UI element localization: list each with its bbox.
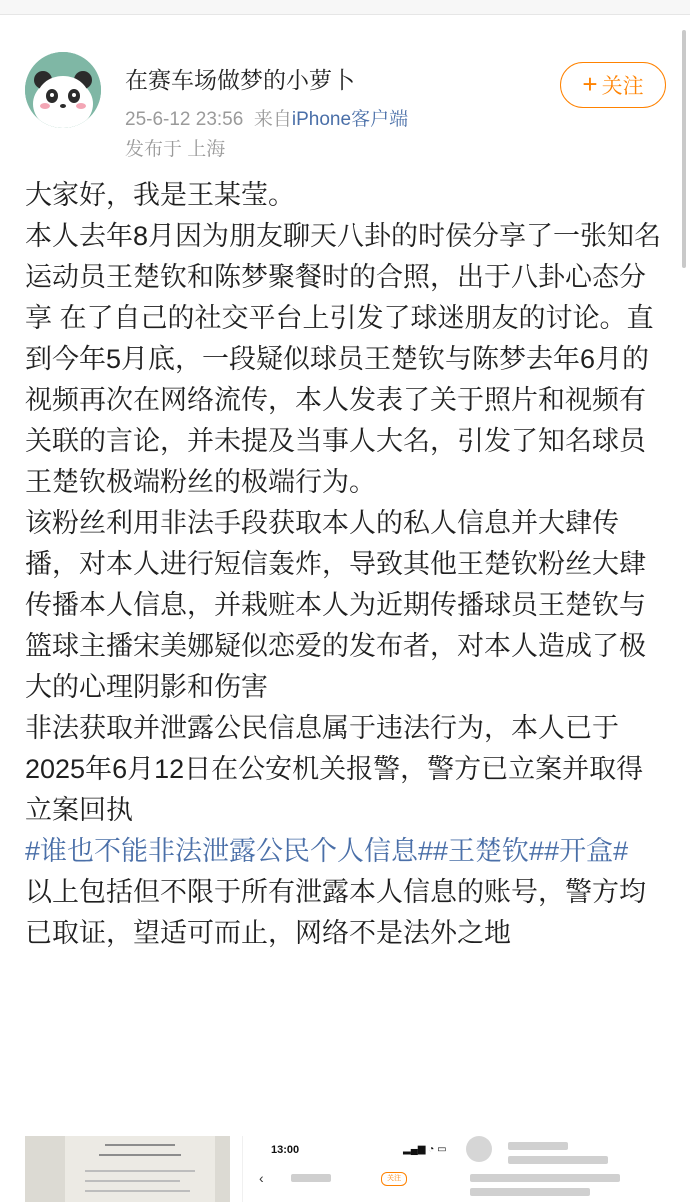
blurred-username [291, 1174, 331, 1182]
phone-signal-icon: ▂▄▆ ◔ ▭ [403, 1144, 447, 1155]
post-content [25, 175, 665, 954]
post-meta [125, 104, 408, 131]
back-arrow-icon: ‹ [259, 1170, 264, 1186]
thumbnail-blurred-post[interactable] [460, 1136, 665, 1202]
document-photo [65, 1136, 215, 1202]
post-paragraph-greeting: 大家好，我是王某莹。 [25, 180, 295, 210]
post-paragraph-background: 本人去年8月因为朋友聊天八卦的时侯分享了一张知名运动员王楚钦和陈梦聚餐时的合照，出于八卦心态分享 在了自己的社交平台上引发了球迷朋友的讨论。直到今年5月底，一段疑似球员王楚钦与陈梦去年6月的视频再次在网络流传，本人发表了关于照片和视频有关联的言论，并未提及当事人大名，引发了知名球员王楚钦极端粉丝的极端行为。 [25, 221, 662, 497]
phone-follow-button: 关注 [381, 1172, 407, 1186]
post-paragraph-police-report: 非法获取并泄露公民信息属于违法行为，本人已于2025年6月12日在公安机关报警，警方已立案并取得立案回执 [25, 713, 644, 825]
avatar[interactable] [25, 52, 101, 128]
post-timestamp: 25-6-12 23:56 [125, 109, 244, 130]
scrollbar[interactable] [682, 30, 686, 268]
panda-avatar-icon [25, 52, 101, 128]
post-paragraph-harassment: 该粉丝利用非法手段获取本人的私人信息并大肆传播，对本人进行短信轰炸，导致其他王楚钦粉丝大肆传播本人信息，并栽赃本人为近期传播球员王楚钦与篮球主播宋美娜疑似恋爱的发布者，对本人造成了极大的心理阴影和伤害 [25, 508, 646, 702]
image-thumbnails [25, 1136, 665, 1202]
phone-time: 13:00 [271, 1144, 300, 1156]
top-status-strip [0, 0, 690, 15]
plus-icon: + [582, 69, 598, 99]
post-paragraph-closing: 以上包括但不限于所有泄露本人信息的账号，警方均已取证，望适可而止，网络不是法外之地 [25, 877, 646, 948]
follow-label: 关注 [601, 75, 644, 98]
source-prefix: 来自 [253, 109, 292, 130]
post-hashtags[interactable]: #谁也不能非法泄露公民个人信息##王楚钦##开盒# [25, 836, 629, 866]
blurred-avatar [466, 1136, 492, 1162]
post-location: 发布于 上海 [125, 139, 226, 160]
post-source[interactable]: iPhone客户端 [291, 109, 409, 130]
follow-button[interactable] [560, 62, 666, 108]
thumbnail-police-receipt[interactable] [25, 1136, 230, 1202]
thumbnail-phone-screenshot[interactable] [242, 1136, 448, 1202]
username[interactable]: 在赛车场做梦的小萝卜 [125, 67, 355, 93]
